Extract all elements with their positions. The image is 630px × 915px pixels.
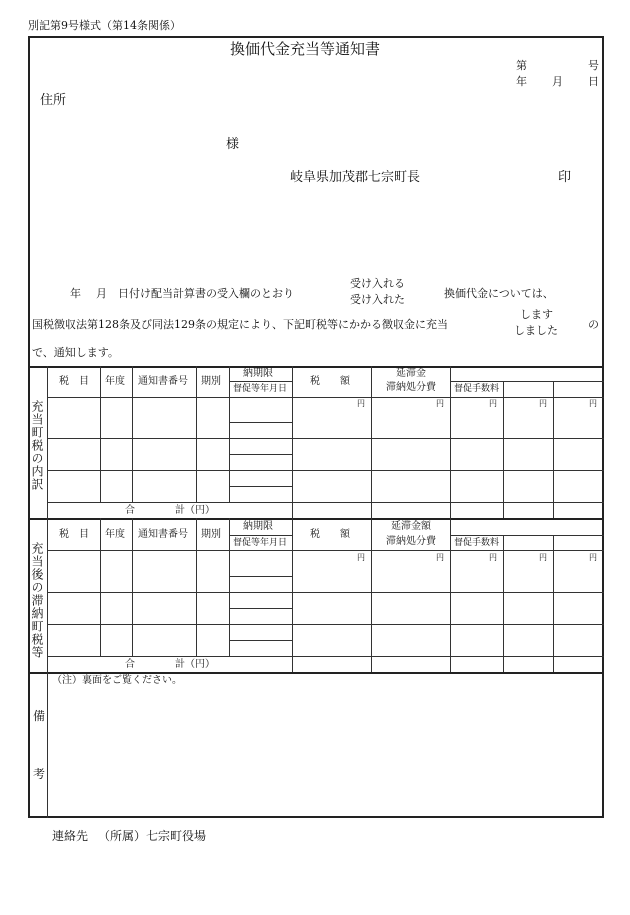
document-title: 換価代金充当等通知書 [230, 40, 381, 58]
issuer-name: 岐阜県加茂郡七宗町長 [290, 170, 421, 185]
table2-yen-col6: 円 [589, 553, 597, 562]
remarks-label-kou: 考 [33, 767, 46, 781]
table2-yen-entai: 円 [436, 553, 444, 562]
table1-yen-zeigaku: 円 [357, 399, 365, 408]
table1-h-zeimoku: 税 目 [59, 376, 89, 387]
form-frame [28, 36, 604, 818]
contact-value: （所属）七宗町役場 [98, 829, 207, 843]
date-month: 月 [552, 75, 563, 88]
remarks-label-bi: 備 [33, 709, 46, 723]
contact-label: 連絡先 [52, 829, 89, 843]
table2-h-entai1: 延滞金額 [391, 521, 431, 532]
option-ukeireta: 受け入れた [350, 293, 405, 306]
option-shimashita: しました [514, 324, 558, 337]
date-day: 日 [588, 75, 599, 88]
body-line2: 国税徴収法第128条及び同法129条の規定により、下記町税等にかかる徴収金に充当 [32, 318, 448, 331]
table2-header-bottom [47, 550, 604, 551]
table2-h-tesuryo: 督促手数料 [454, 538, 500, 548]
table1-top-border [28, 366, 604, 368]
body-month: 月 [96, 287, 107, 300]
table1-side-label: 充当町税の内訳 [30, 400, 44, 491]
table2-total-label: 合 計（円） [125, 659, 215, 670]
form-number: 別記第9号様式（第14条関係） [28, 19, 181, 32]
table2-yen-col5: 円 [539, 553, 547, 562]
address-label: 住所 [40, 93, 67, 108]
number-dai: 第 [516, 59, 527, 72]
table1-h-zeigaku: 税 額 [310, 376, 350, 387]
table2-yen-zeigaku: 円 [357, 553, 365, 562]
option-ukeireru: 受け入れる [350, 277, 405, 290]
table2-h-kibetsu: 期別 [201, 529, 221, 540]
table1-h-nouki: 納期限 [243, 368, 273, 379]
body-line3: で、通知します。 [32, 346, 119, 359]
number-go: 号 [588, 59, 599, 72]
table1-h-nendo: 年度 [105, 376, 125, 387]
table1-bottom-border [28, 518, 604, 520]
table2-h-zeigaku: 税 額 [310, 529, 350, 540]
table2-h-entai2: 滞納処分費 [386, 536, 436, 547]
table1-h-entai1: 延滞金 [396, 368, 426, 379]
table1-h-tokusoku-date: 督促等年月日 [233, 384, 288, 394]
body-line1: 日付け配当計算書の受入欄のとおり [118, 287, 294, 300]
table1-yen-col5: 円 [539, 399, 547, 408]
remarks-note: （注）裏面をご覧ください。 [52, 675, 182, 686]
table1-yen-tesuryo: 円 [489, 399, 497, 408]
body-line1b: 換価代金については、 [444, 287, 554, 300]
table2-h-tsuchi: 通知書番号 [138, 529, 188, 540]
table1-total-label: 合 計（円） [125, 505, 215, 516]
seal-mark: 印 [558, 170, 572, 185]
table1-h-entai2: 滞納処分費 [386, 382, 436, 393]
option-shimasu: します [520, 308, 553, 321]
table1-h-kibetsu: 期別 [201, 376, 221, 387]
table1-yen-col6: 円 [589, 399, 597, 408]
honorific-sama: 様 [226, 137, 240, 152]
table1-header-bottom [47, 397, 604, 398]
table2-side-label: 充当後の滞納町税等 [30, 542, 44, 659]
table2-h-nouki: 納期限 [243, 521, 273, 532]
table1-h-tsuchi: 通知書番号 [138, 376, 188, 387]
table1-h-tesuryo: 督促手数料 [454, 384, 500, 394]
table2-h-zeimoku: 税 目 [59, 529, 89, 540]
table2-bottom-border [28, 672, 604, 674]
table2-yen-tesuryo: 円 [489, 553, 497, 562]
table1-yen-entai: 円 [436, 399, 444, 408]
body-no: の [588, 318, 599, 331]
date-year: 年 [516, 75, 527, 88]
table2-h-tokusoku-date: 督促等年月日 [233, 538, 288, 548]
table2-h-nendo: 年度 [105, 529, 125, 540]
body-year: 年 [70, 287, 81, 300]
